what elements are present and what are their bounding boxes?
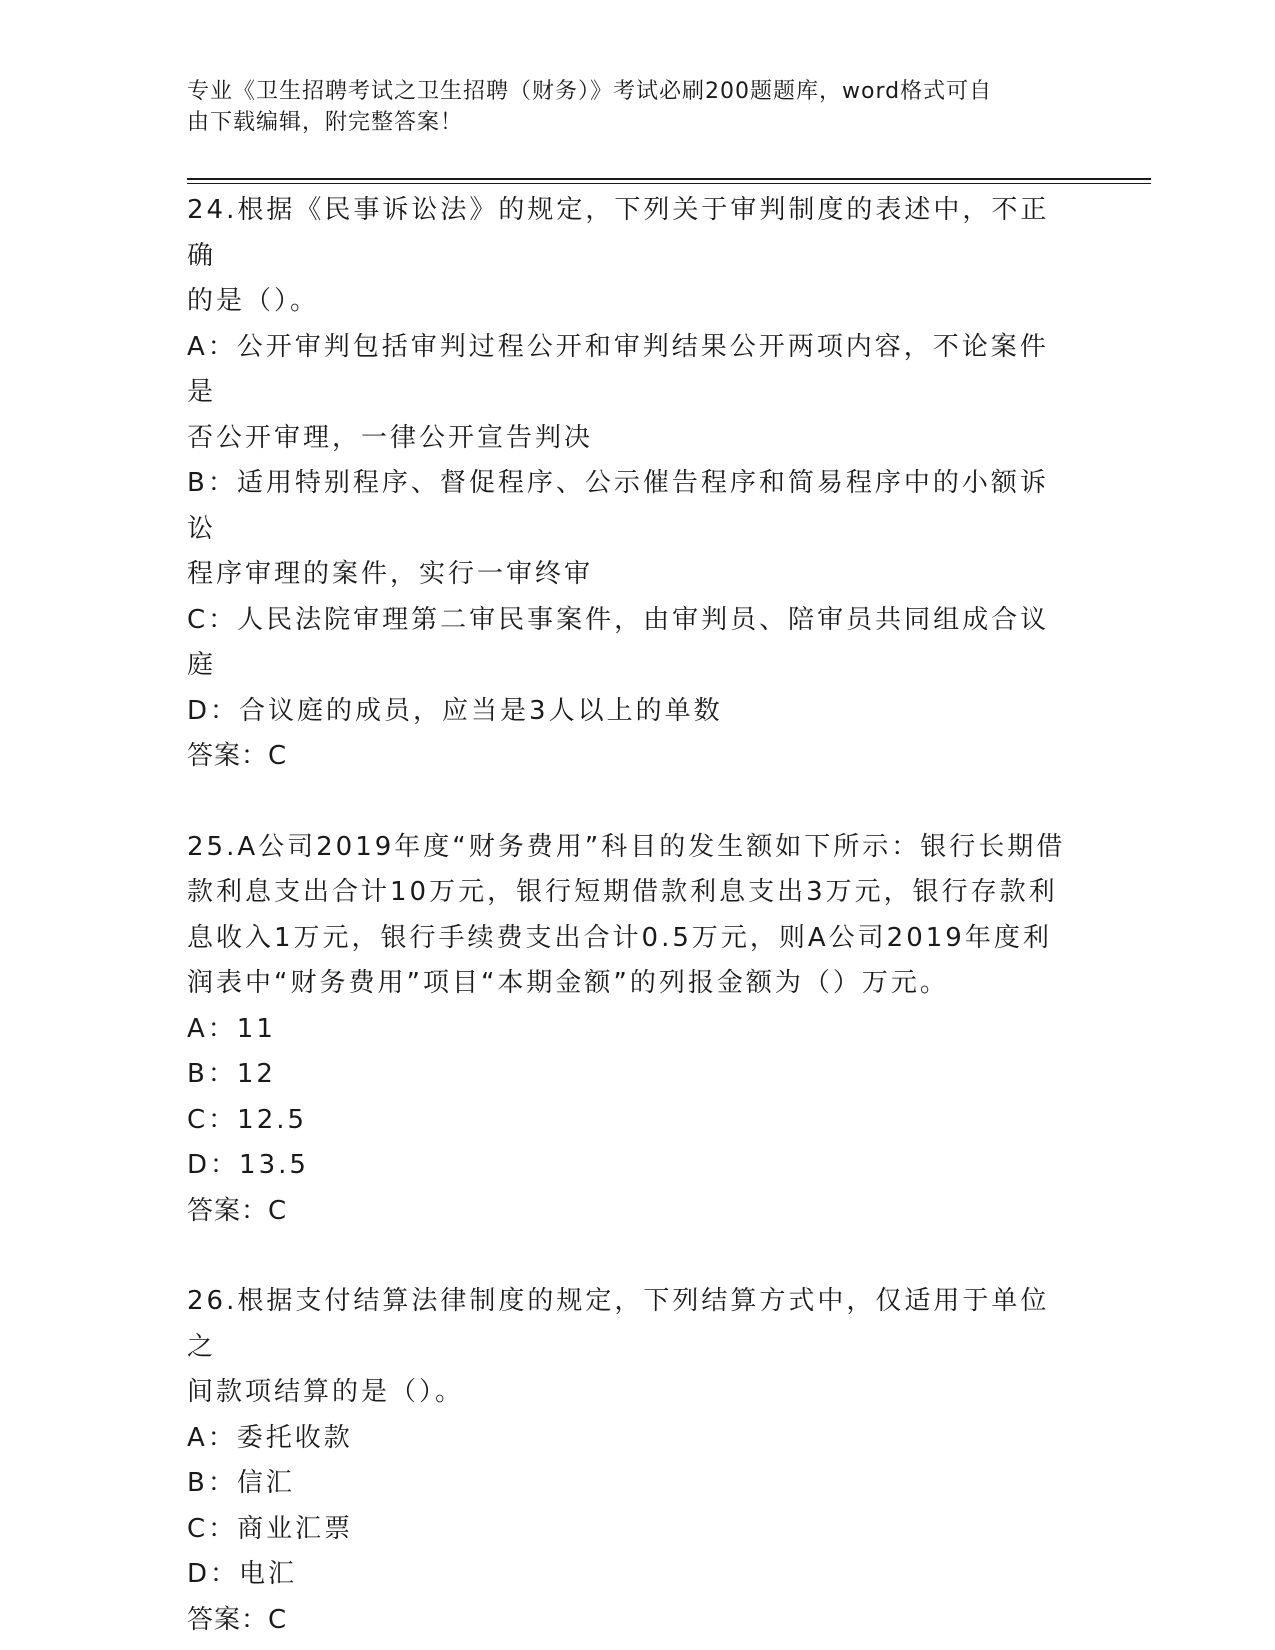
question-stem-line: 24.根据《民事诉讼法》的规定，下列关于审判制度的表述中，不正确: [187, 195, 1050, 271]
header-divider-thin: [187, 183, 1151, 184]
option-b-line: B：12: [187, 1059, 276, 1089]
question-spacer: [187, 1234, 1077, 1279]
option-b-line: B：适用特别程序、督促程序、公示催告程序和简易程序中的小额诉讼: [187, 468, 1049, 544]
question-26: [187, 1279, 1077, 1643]
question-stem-line: 润表中“财务费用”项目“本期金额”的列报金额为（）万元。: [187, 968, 949, 998]
header-divider-thick: [187, 178, 1151, 180]
header-line-2: 由下载编辑，附完整答案！: [187, 110, 464, 135]
option-c-line: C：12.5: [187, 1104, 308, 1135]
question-list: [187, 188, 1077, 1643]
question-stem-line: 间款项结算的是（）。: [187, 1377, 465, 1407]
question-stem-line: 26.根据支付结算法律制度的规定，下列结算方式中，仅适用于单位之: [187, 1286, 1050, 1362]
option-a-line: A：委托收款: [187, 1422, 353, 1453]
option-c-line: C：人民法院审理第二审民事案件，由审判员、陪审员共同组成合议庭: [187, 604, 1050, 680]
question-24: [187, 188, 1077, 780]
option-d-line: D：13.5: [187, 1150, 309, 1180]
answer-line: 答案：C: [187, 1195, 288, 1226]
option-d-line: D：合议庭的成员，应当是3人以上的单数: [187, 695, 723, 726]
answer-line: 答案：C: [187, 1604, 288, 1635]
option-a-line: A：公开审判包括审判过程公开和审判结果公开两项内容，不论案件是: [187, 331, 1049, 407]
option-a-line: 否公开审理，一律公开宣告判决: [187, 422, 594, 453]
option-d-line: D：电汇: [187, 1559, 298, 1589]
question-stem-line: 25.A公司2019年度“财务费用”科目的发生额如下所示：银行长期借: [187, 831, 1066, 862]
option-b-line: B：信汇: [187, 1468, 295, 1498]
question-stem-line: 息收入1万元，银行手续费支出合计0.5万元，则A公司2019年度利: [187, 922, 1052, 953]
document-header: [187, 76, 1057, 138]
question-stem-line: 款利息支出合计10万元，银行短期借款利息支出3万元，银行存款利: [187, 877, 1058, 907]
question-stem-line: 的是（）。: [187, 286, 320, 316]
answer-line: 答案：C: [187, 741, 288, 771]
header-line-1: 专业《卫生招聘考试之卫生招聘（财务）》考试必刷200题题库，word格式可自: [187, 79, 993, 104]
option-b-line: 程序审理的案件，实行一审终审: [187, 559, 594, 589]
question-spacer: [187, 780, 1077, 825]
question-25: [187, 825, 1077, 1235]
option-a-line: A：11: [187, 1013, 276, 1044]
option-c-line: C：商业汇票: [187, 1513, 354, 1544]
